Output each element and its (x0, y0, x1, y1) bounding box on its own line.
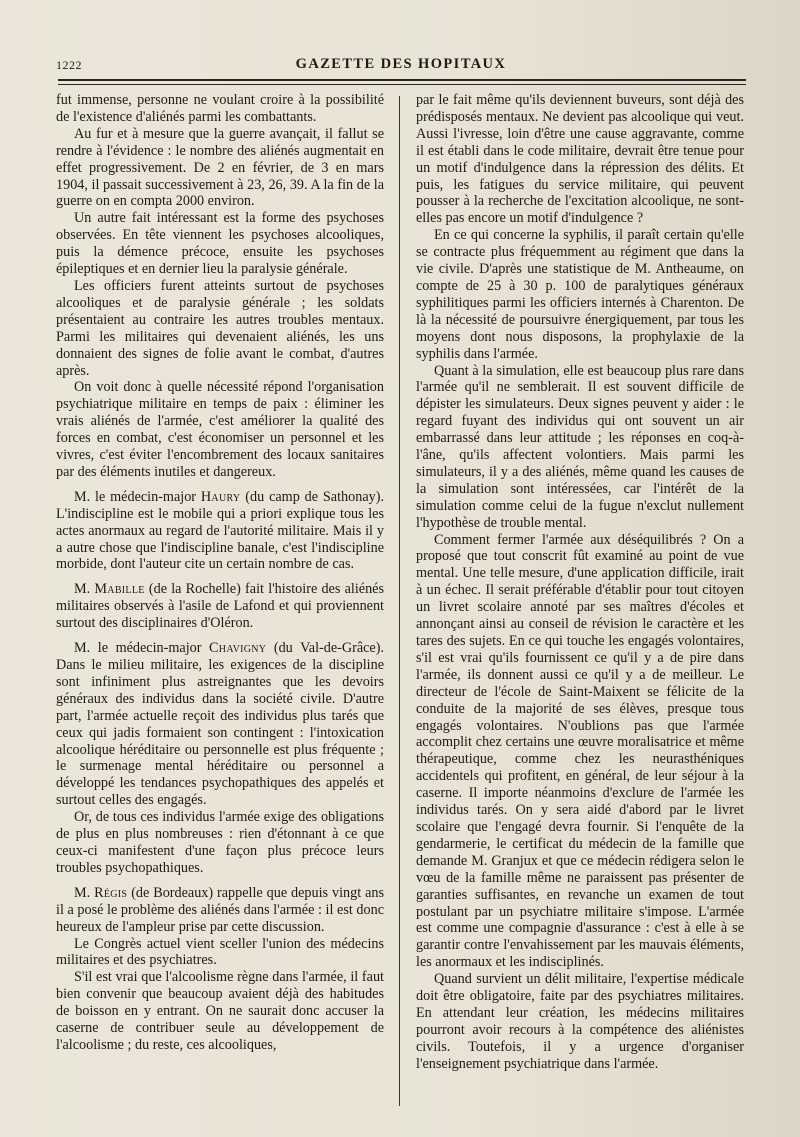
paragraph-text: (de la Rochelle) fait l'histoire des aliénés militaires observés à l'asile de Lafond et qui proviennent surtout des disciplinaires d'Oléron. (56, 581, 384, 632)
left-column (56, 92, 384, 1054)
speaker-paragraph (56, 581, 384, 632)
paragraph-prefix: M. le médecin-major (74, 640, 210, 657)
paragraph: Les officiers furent atteints surtout de psychoses alcooliques et de paralysie générale ; les soldats présentaient au contraire les autres troubles mentaux. Parmi les militaires qui devenaient aliénés, les uns donnaient des signes de folie avant le combat, d'autres après. (56, 277, 384, 379)
paragraph: Comment fermer l'armée aux déséquilibrés ? On a proposé que tout conscrit fût examiné au point de vue mental. Une telle mesure, d'une application difficile, irait à un échec. Il serait préférable d'établir pour tout citoyen un livret scolaire annoté par ses maîtres d'écoles et annonçant ainsi au conseil de révision le caractère et les tares des sujets. En ce qui touche les engagés volontaires, s'il est vrai qu'ils fournissent ce qu'il y a de pire dans l'armée, ils donnent aussi ce qu'il y a de meilleur. Le directeur de l'école de Saint-Maixent se félicite de la conduite de la majorité de ses élèves, presque tous engagés volontaires. N'oublions pas que l'armée accomplit chez certains une œuvre moralisatrice et même thérapeutique, comme chez les neurasthéniques accidentels qui profitent, en général, de leur séjour à la caserne. Il importe néanmoins d'exclure de l'armée les individus tarés. On y sera aidé d'abord par le livret scolaire que l'engagé devra fournir. Si l'enquête de la gendarmerie, le certificat du médecin de la famille que demande M. Granjux et que ce médecin rédigera selon le vœu de la famille même ne paraissent pas présenter de garanties suffisantes, en revanche un examen de tout postulant par un psychiatre militaire s'impose. L'armée est comme une compagnie d'assurance : c'est à elle à se garantir contre l'envahissement par les mauvais éléments, les anormaux et les indisciplinés. (416, 531, 744, 971)
page-number: 1222 (56, 58, 82, 72)
paragraph-text: (du Val-de-Grâce). Dans le milieu militaire, les exigences de la discipline sont infiniment plus astreignantes que les devoirs généraux des individus dans la société civile. D'autre part, l'armée actuelle reçoit des individus plus tarés que ceux qui jadis formaient son contingent : l'intoxication alcoolique héréditaire ou personnelle est plus fréquente ; le surmenage mental héréditaire ou personnel a développé les tendances psychopathiques des appelés et surtout celles des engagés. (56, 640, 384, 809)
paragraph: Quant à la simulation, elle est beaucoup plus rare dans l'armée qu'il ne semblerait. Il est souvent difficile de dépister les simulateurs. Deux signes peuvent y aider : le regard fuyant des individus qui ont souvent un air embarrassé dans leur attitude ; les réponses en coq-à-l'âne, qu'ils affectent volontiers. Mais parmi les simulateurs, il y a des aliénés, même quand les causes de la simulation sont intéressées, car l'intérêt de la simulation comme celui de la fugue n'exclut nullement l'hypothèse de trouble mental. (416, 362, 744, 531)
speaker-name: Haury (200, 488, 241, 505)
paragraph-prefix: M. le médecin-major (74, 488, 201, 505)
paragraph: Un autre fait intéressant est la forme des psychoses observées. En tête viennent les psychoses alcooliques, puis la démence précoce, ensuite les psychoses épileptiques et en dernier lieu la paralysie générale. (56, 210, 384, 278)
paragraph: S'il est vrai que l'alcoolisme règne dans l'armée, il faut bien convenir que beaucoup avaient déjà des habitudes de boisson en y entrant. On ne saurait donc accuser la caserne de contribuer seule au développement de l'alcoolisme ; du reste, ces alcooliques, (56, 969, 384, 1053)
paragraph: Quand survient un délit militaire, l'expertise médicale doit être obligatoire, faite par des psychiatres militaires. En attendant leur création, les médecins militaires pourront avoir recours à la compétence des aliénistes civils. Toutefois, il y a urgence d'organiser l'enseignement psychiatrique dans l'armée. (416, 971, 744, 1072)
speaker-name: Régis (94, 884, 128, 901)
page-header (56, 56, 746, 80)
speaker-paragraph (56, 489, 384, 574)
paragraph: En ce qui concerne la syphilis, il paraît certain qu'elle se contracte plus fréquemment au régiment que dans la vie civile. D'après une statistique de M. Antheaume, on compte de 25 à 30 p. 100 de paralytiques généraux syphilitiques parmi les officiers internés à Charenton. De là la nécessité de poursuivre énergiquement, par tous les moyens dont nous disposons, la prophylaxie de la syphilis dans l'armée. (416, 227, 744, 362)
header-rule-thick (58, 79, 746, 81)
paragraph: Or, de tous ces individus l'armée exige des obligations de plus en plus nombreuses : rien d'étonnant à ce que ceux-ci manifestent d'une façon plus précoce leurs troubles psychopathiques. (56, 809, 384, 876)
column-divider (399, 96, 400, 1106)
paragraph-text: (du camp de Sathonay). L'indiscipline est le mobile qui a priori explique tous les actes anormaux au regard de l'autorité militaire. Mais il y a autre chose que l'indiscipline banale, c'est l'indiscipline morbide, dont l'auteur cite un certain nombre de cas. (56, 488, 384, 573)
paragraph: Au fur et à mesure que la guerre avançait, il fallut se rendre à l'évidence : le nombre des aliénés augmentait en effet progressivement. De 2 en février, de 3 en mars 1904, il passait successivement à 23, 26, 39. A la fin de la guerre on en compta 2000 environ. (56, 125, 384, 210)
speaker-name: Mabille (94, 581, 145, 598)
paragraph: par le fait même qu'ils deviennent buveurs, sont déjà des prédisposés mentaux. Ne devient pas alcoolique qui veut. Aussi l'ivresse, loin d'être une cause aggravante, comme il est établi dans le code militaire, devrait être tenue pour un motif d'indulgence dans la répression des délits. Et puis, les fatigues du service militaire, qui peuvent pousser à la recherche de l'excitation alcoolique, ne sont-elles pas encore un motif d'indulgence ? (416, 92, 744, 227)
paragraph-prefix: M. (74, 581, 95, 598)
header-rule-thin (58, 84, 746, 85)
speaker-paragraph (56, 885, 384, 936)
speaker-name: Chavigny (209, 640, 267, 657)
journal-title: GAZETTE DES HOPITAUX (295, 56, 507, 72)
speaker-paragraph (56, 640, 384, 809)
paragraph-prefix: M. (74, 884, 95, 901)
paragraph: On voit donc à quelle nécessité répond l'organisation psychiatrique militaire en temps de paix : éliminer les vrais aliénés de l'armée, c'est améliorer la qualité des forces en combat, c'est économiser un personnel et les vivres, c'est éviter l'encombrement des locaux sanitaires par des éléments inutiles et dangereux. (56, 379, 384, 480)
right-column (416, 92, 744, 1073)
paragraph-text: (de Bordeaux) rappelle que depuis vingt ans il a posé le problème des aliénés dans l'armée : il est donc heureux de l'ampleur prise par cette discussion. (56, 884, 384, 935)
paragraph: Le Congrès actuel vient sceller l'union des médecins militaires et des psychiatres. (56, 935, 384, 969)
paragraph: fut immense, personne ne voulant croire à la possibilité de l'existence d'aliénés parmi les combattants. (56, 92, 384, 125)
